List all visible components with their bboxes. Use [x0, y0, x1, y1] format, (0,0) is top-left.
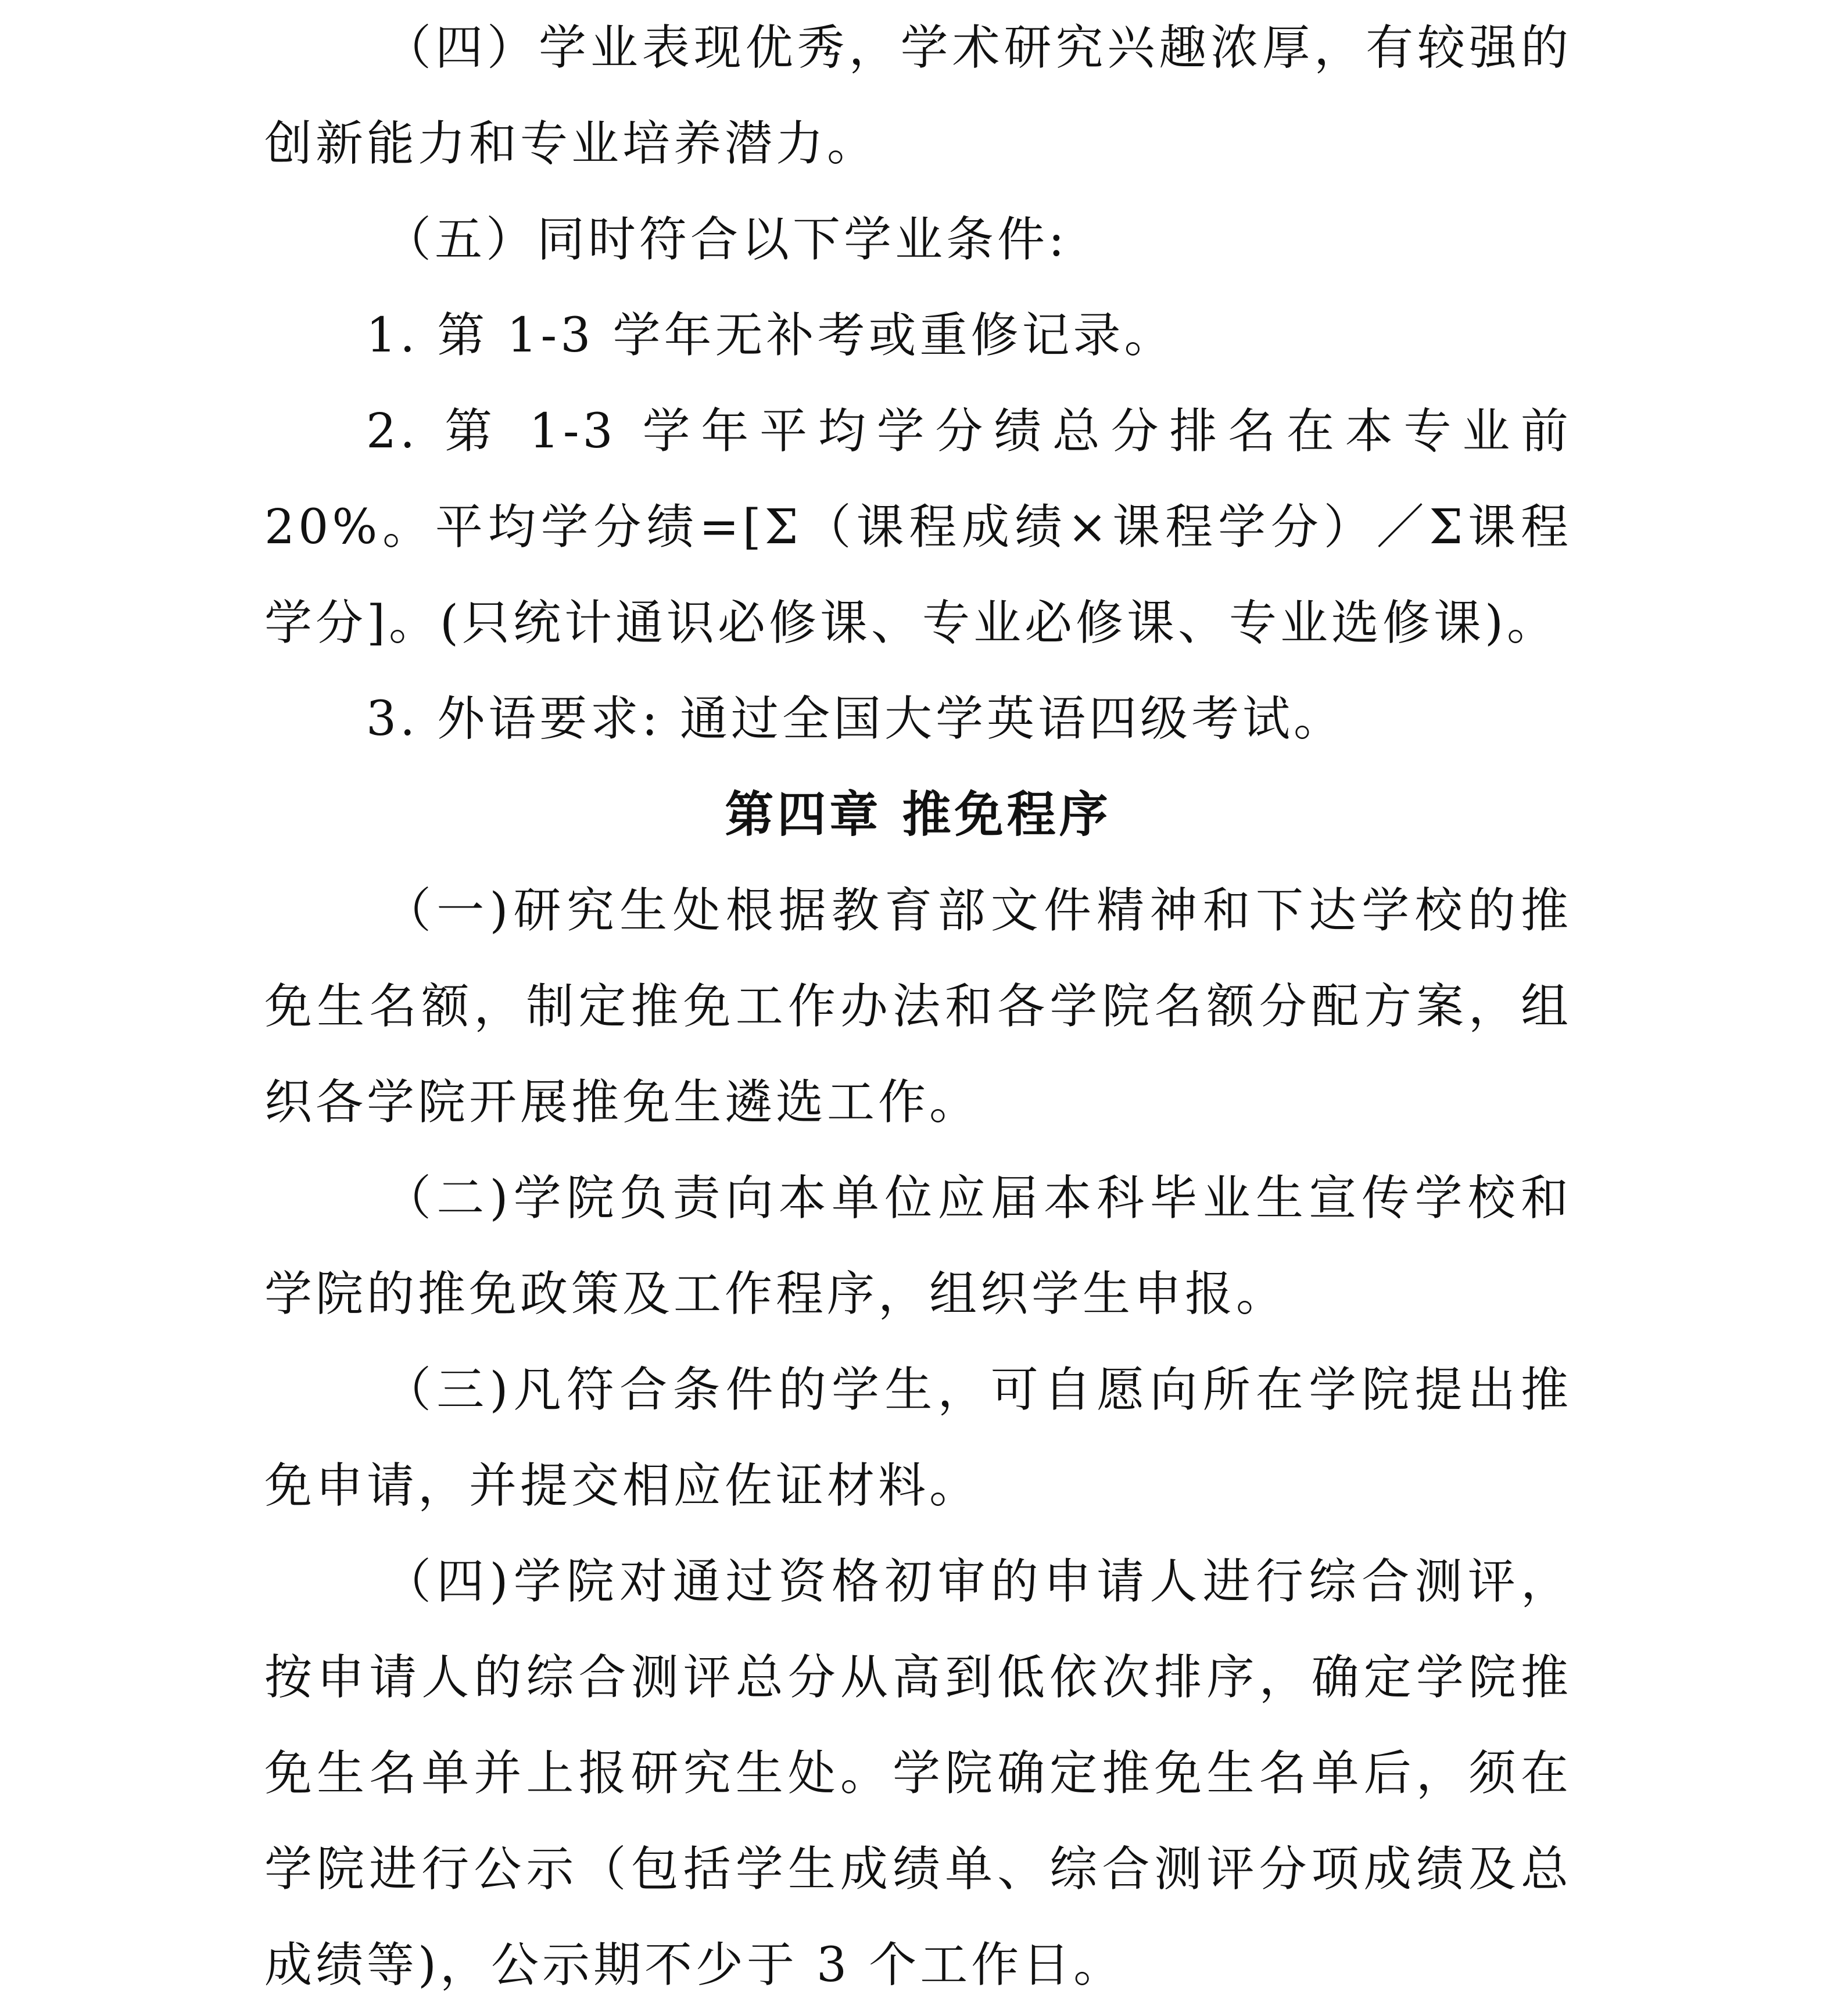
- paragraph-criterion-4: （四）学业表现优秀，学术研究兴趣浓厚，有较强的创新能力和专业培养潜力。: [264, 20, 1572, 171]
- procedure-step-4: （四)学院对通过资格初审的申请人进行综合测评，按申请人的综合测评总分从高到低依次排序，确定学院推免生名单并上报研究生处。学院确定推免生名单后，须在学院进行公示（包括学生成绩单、综合测评分项成绩及总成绩等)，公示期不少于 3 个工作日。: [264, 1554, 1572, 1993]
- chapter-title: 第四章 推免程序: [725, 786, 1112, 843]
- procedure-step-2: （二)学院负责向本单位应届本科毕业生宣传学校和学院的推免政策及工作程序，组织学生申报。: [264, 1171, 1572, 1322]
- list-item-2: 2. 第 1-3 学年平均学分绩总分排名在本专业前 20%。平均学分绩=[Σ（课程成绩×课程学分）／Σ课程学分]。(只统计通识必修课、专业必修课、专业选修课)。: [264, 404, 1572, 651]
- paragraph-criterion-5: （五）同时符合以下学业条件:: [384, 212, 1068, 267]
- list-item-3: 3. 外语要求: 通过全国大学英语四级考试。: [366, 691, 1345, 747]
- text-column: [264, 0, 1572, 2013]
- procedure-step-3: （三)凡符合条件的学生，可自愿向所在学院提出推免申请，并提交相应佐证材料。: [264, 1362, 1572, 1513]
- procedure-step-1: （一)研究生处根据教育部文件精神和下达学校的推免生名额，制定推免工作办法和各学院名额分配方案，组织各学院开展推免生遴选工作。: [264, 883, 1572, 1130]
- list-item-1: 1. 第 1-3 学年无补考或重修记录。: [366, 308, 1176, 363]
